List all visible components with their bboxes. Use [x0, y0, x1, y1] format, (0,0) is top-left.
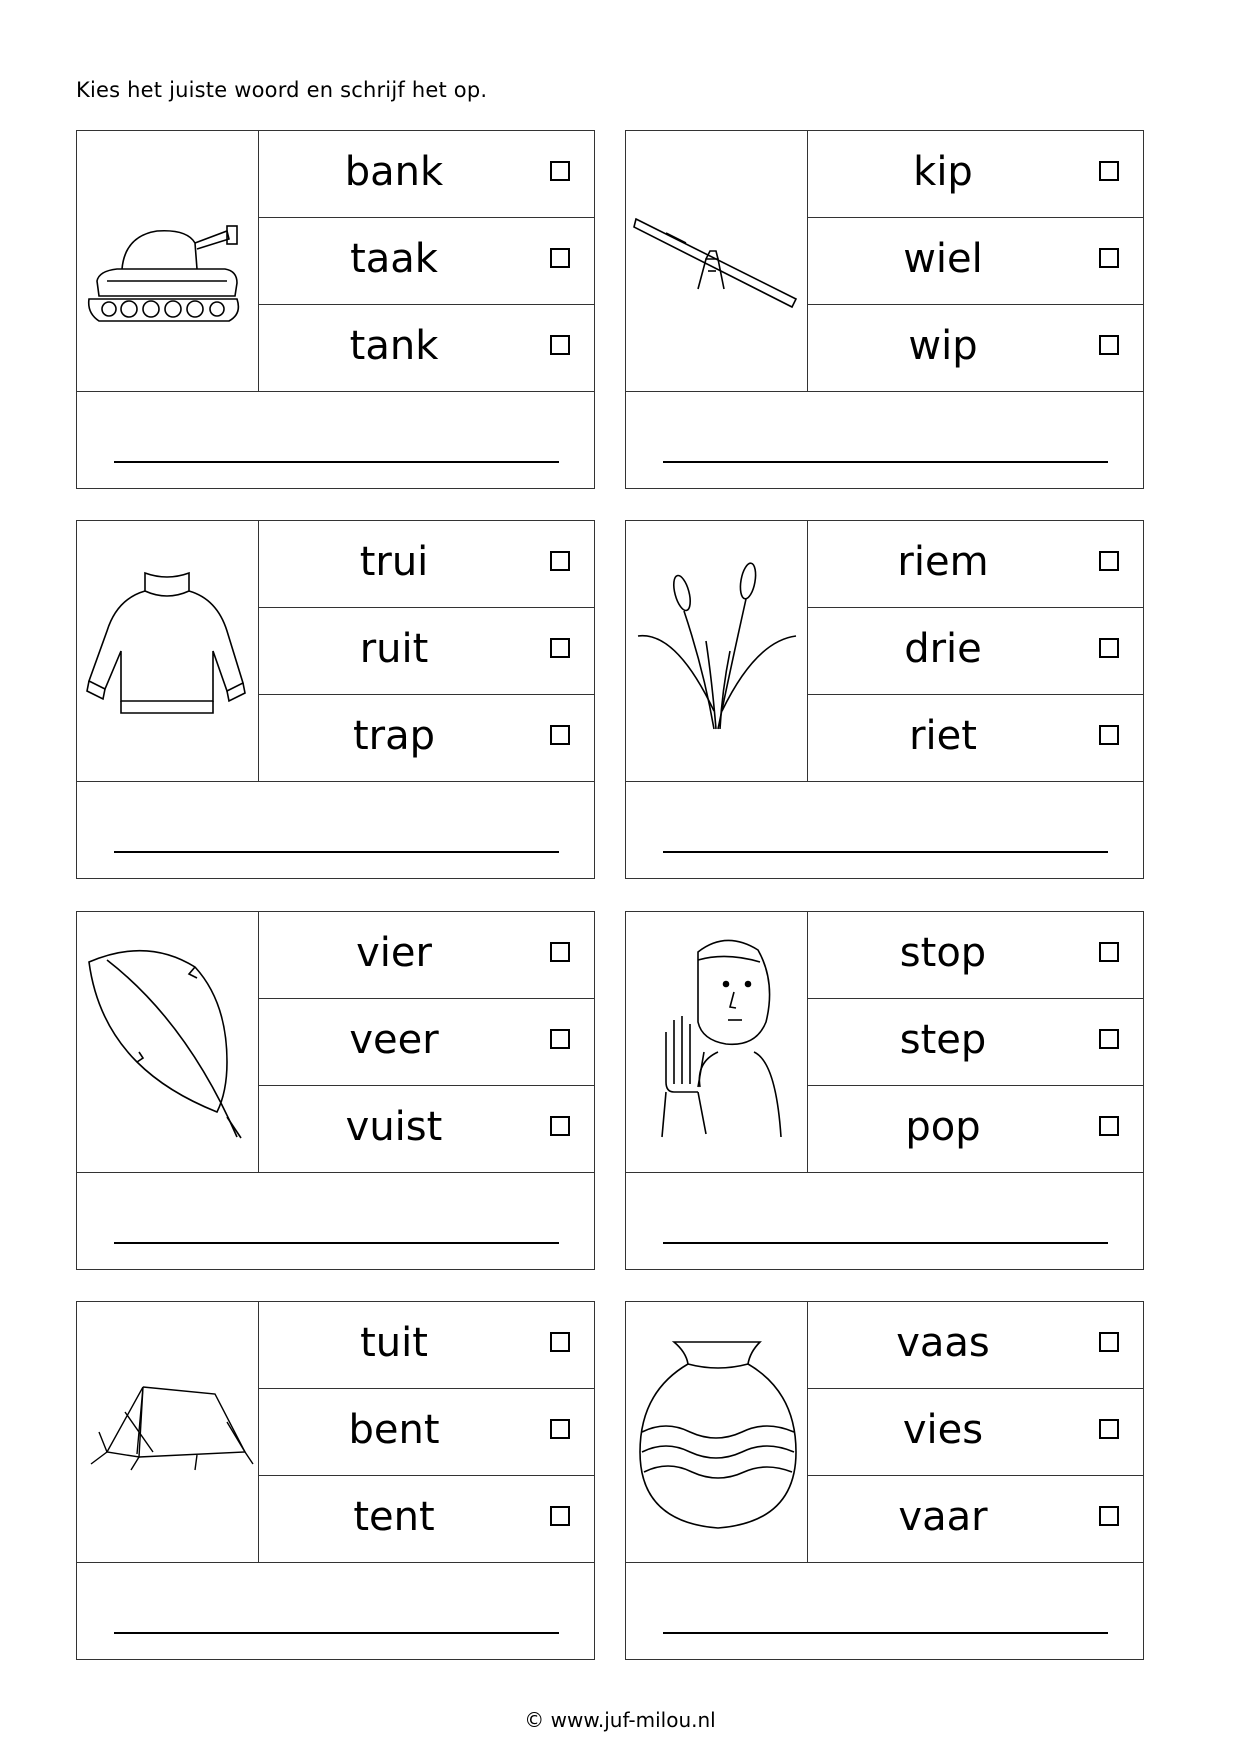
- option-word: taak: [350, 236, 438, 282]
- option-checkbox[interactable]: [1099, 335, 1119, 355]
- option-word: vaas: [896, 1320, 990, 1366]
- option-checkbox[interactable]: [1099, 1116, 1119, 1136]
- option-checkbox[interactable]: [1099, 161, 1119, 181]
- option-row[interactable]: [808, 131, 1143, 218]
- exercise-card: [625, 520, 1144, 879]
- option-row[interactable]: [808, 218, 1143, 305]
- picture-cell: [77, 1302, 259, 1563]
- picture-cell: [626, 1302, 808, 1563]
- option-row[interactable]: [259, 521, 594, 608]
- option-row[interactable]: [259, 1086, 594, 1173]
- option-checkbox[interactable]: [1099, 248, 1119, 268]
- option-checkbox[interactable]: [1099, 1332, 1119, 1352]
- answer-line: [663, 851, 1108, 853]
- option-row[interactable]: [259, 131, 594, 218]
- option-word: wip: [908, 323, 978, 369]
- option-checkbox[interactable]: [1099, 1029, 1119, 1049]
- tent-icon: [77, 1302, 259, 1563]
- answer-area[interactable]: [626, 1173, 1143, 1269]
- exercise-card: [625, 1301, 1144, 1660]
- option-row[interactable]: [259, 305, 594, 392]
- seesaw-icon: [626, 131, 808, 392]
- option-word: tuit: [360, 1320, 428, 1366]
- option-row[interactable]: [808, 1389, 1143, 1476]
- option-row[interactable]: [259, 1302, 594, 1389]
- answer-area[interactable]: [77, 1173, 594, 1269]
- option-checkbox[interactable]: [1099, 725, 1119, 745]
- exercise-card: [625, 911, 1144, 1270]
- option-row[interactable]: [259, 912, 594, 999]
- option-word: riem: [897, 539, 989, 585]
- option-word: trap: [352, 713, 436, 759]
- option-row[interactable]: [808, 912, 1143, 999]
- answer-line: [114, 461, 559, 463]
- exercise-card: [76, 911, 595, 1270]
- answer-area[interactable]: [626, 392, 1143, 488]
- option-word: riet: [909, 713, 977, 759]
- option-row[interactable]: [808, 1302, 1143, 1389]
- option-checkbox[interactable]: [550, 1332, 570, 1352]
- picture-cell: [626, 521, 808, 782]
- picture-cell: [626, 912, 808, 1173]
- option-word: stop: [899, 930, 987, 976]
- option-checkbox[interactable]: [550, 248, 570, 268]
- option-row[interactable]: [259, 695, 594, 782]
- option-checkbox[interactable]: [550, 551, 570, 571]
- option-word: pop: [905, 1104, 981, 1150]
- option-checkbox[interactable]: [550, 1506, 570, 1526]
- option-checkbox[interactable]: [550, 1029, 570, 1049]
- option-checkbox[interactable]: [550, 1419, 570, 1439]
- answer-area[interactable]: [77, 1563, 594, 1659]
- option-checkbox[interactable]: [550, 725, 570, 745]
- boy-stop-hand-icon: [626, 912, 808, 1173]
- exercise-card: [76, 1301, 595, 1660]
- option-word: vuist: [345, 1104, 443, 1150]
- answer-line: [114, 851, 559, 853]
- option-checkbox[interactable]: [550, 638, 570, 658]
- answer-area[interactable]: [626, 782, 1143, 878]
- option-row[interactable]: [259, 999, 594, 1086]
- option-row[interactable]: [808, 305, 1143, 392]
- option-checkbox[interactable]: [1099, 942, 1119, 962]
- option-word: vaar: [898, 1494, 988, 1540]
- tank-icon: [77, 131, 259, 392]
- option-row[interactable]: [808, 1476, 1143, 1563]
- option-checkbox[interactable]: [1099, 551, 1119, 571]
- option-checkbox[interactable]: [1099, 1419, 1119, 1439]
- option-checkbox[interactable]: [550, 942, 570, 962]
- option-word: bank: [344, 149, 444, 195]
- answer-area[interactable]: [77, 782, 594, 878]
- option-word: step: [899, 1017, 987, 1063]
- option-row[interactable]: [259, 218, 594, 305]
- sweater-icon: [77, 521, 259, 782]
- option-checkbox[interactable]: [550, 161, 570, 181]
- copyright-footer: © www.juf-milou.nl: [524, 1708, 716, 1732]
- picture-cell: [77, 521, 259, 782]
- option-word: vies: [902, 1407, 984, 1453]
- feather-icon: [77, 912, 259, 1173]
- option-word: drie: [904, 626, 982, 672]
- answer-line: [663, 1632, 1108, 1634]
- option-row[interactable]: [808, 999, 1143, 1086]
- answer-line: [663, 1242, 1108, 1244]
- picture-cell: [626, 131, 808, 392]
- option-row[interactable]: [808, 695, 1143, 782]
- option-row[interactable]: [259, 1476, 594, 1563]
- exercise-card: [625, 130, 1144, 489]
- option-checkbox[interactable]: [550, 335, 570, 355]
- option-word: veer: [349, 1017, 439, 1063]
- option-word: kip: [913, 149, 973, 195]
- exercise-card: [76, 520, 595, 879]
- option-checkbox[interactable]: [1099, 1506, 1119, 1526]
- picture-cell: [77, 131, 259, 392]
- answer-area[interactable]: [626, 1563, 1143, 1659]
- option-word: ruit: [359, 626, 429, 672]
- answer-line: [114, 1632, 559, 1634]
- option-row[interactable]: [808, 1086, 1143, 1173]
- picture-cell: [77, 912, 259, 1173]
- option-word: bent: [348, 1407, 440, 1453]
- option-word: tent: [353, 1494, 435, 1540]
- option-word: vier: [356, 930, 432, 976]
- answer-line: [114, 1242, 559, 1244]
- exercise-card: [76, 130, 595, 489]
- option-row[interactable]: [259, 608, 594, 695]
- option-checkbox[interactable]: [550, 1116, 570, 1136]
- option-word: trui: [359, 539, 429, 585]
- answer-line: [663, 461, 1108, 463]
- option-checkbox[interactable]: [1099, 638, 1119, 658]
- option-row[interactable]: [259, 1389, 594, 1476]
- option-row[interactable]: [808, 521, 1143, 608]
- reed-icon: [626, 521, 808, 782]
- option-row[interactable]: [808, 608, 1143, 695]
- option-word: wiel: [903, 236, 983, 282]
- vase-icon: [626, 1302, 808, 1563]
- answer-area[interactable]: [77, 392, 594, 488]
- option-word: tank: [349, 323, 439, 369]
- instruction-text: Kies het juiste woord en schrijf het op.: [76, 78, 488, 102]
